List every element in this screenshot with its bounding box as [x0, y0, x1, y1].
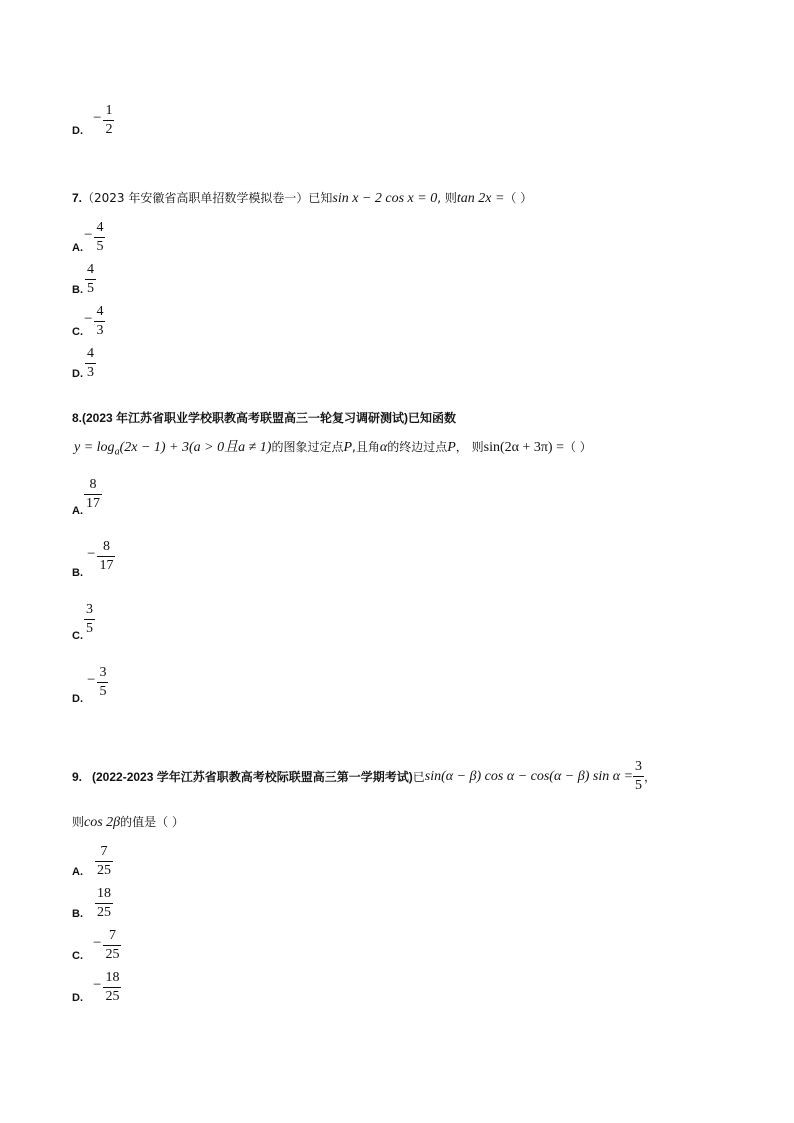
- option-fraction: [97, 666, 108, 699]
- option-fraction: [97, 540, 115, 573]
- minus-sign: −: [87, 546, 96, 562]
- minus-sign: −: [93, 977, 102, 993]
- denominator: 17: [86, 496, 100, 511]
- stem-text: 已: [412, 770, 425, 784]
- question-9-stem-line2: [72, 813, 184, 831]
- numerator: 7: [108, 928, 116, 943]
- q7-option-d[interactable]: [72, 347, 96, 380]
- ask-formula: cos 2β: [84, 815, 121, 830]
- numerator: 4: [87, 346, 94, 361]
- denominator: 5: [96, 239, 104, 254]
- rhs-fraction: [633, 760, 644, 793]
- stem-text: 已知: [308, 191, 333, 205]
- numerator: 8: [89, 477, 97, 492]
- denominator: 17: [99, 558, 114, 573]
- answer-paren: （ ）: [563, 440, 592, 454]
- question-source: (2023 年江苏省职业学校职教高考联盟高三一轮复习调研测试): [82, 411, 409, 425]
- condition-formula: sin x − 2 cos x = 0: [332, 191, 438, 206]
- q9-option-a[interactable]: [72, 845, 113, 878]
- denominator: 25: [97, 863, 111, 878]
- option-fraction: [94, 221, 105, 254]
- denominator: 5: [87, 281, 94, 296]
- question-9-stem: [72, 760, 656, 793]
- stem-text: 已知函数: [408, 411, 457, 425]
- option-fraction: [84, 603, 95, 636]
- q7-option-a[interactable]: [72, 221, 105, 254]
- question-8-stem-line2: [74, 436, 592, 457]
- option-label: D.: [72, 368, 83, 380]
- numerator: 7: [100, 844, 108, 859]
- denominator: 5: [99, 684, 107, 699]
- point-symbol: P: [343, 440, 353, 455]
- q9-option-b[interactable]: [72, 887, 113, 920]
- stem-text: ，: [644, 770, 657, 784]
- option-label: D.: [72, 992, 83, 1004]
- function-formula: y = log: [74, 440, 115, 455]
- option-label: A.: [72, 242, 83, 254]
- numerator: 4: [96, 220, 104, 235]
- option-fraction: [85, 263, 96, 296]
- option-fraction: [85, 347, 96, 380]
- denominator: 25: [97, 905, 111, 920]
- stem-text: ,且角: [352, 440, 380, 454]
- question-number: 7.: [72, 191, 83, 205]
- option-label: D.: [72, 693, 83, 705]
- question-source: (2022-2023 学年江苏省职教高考校际联盟高三第一学期考试): [92, 770, 413, 784]
- question-number: 8.: [72, 411, 83, 425]
- stem-text: ， 则: [455, 440, 484, 454]
- stem-text: 的值是（ ）: [120, 815, 184, 829]
- stem-text: 的图象过定点: [271, 440, 344, 454]
- question-source: （2023 年安徽省高职单招数学模拟卷一）: [82, 191, 309, 205]
- angle-symbol: α: [379, 440, 388, 455]
- option-fraction: [103, 929, 121, 962]
- numerator: 18: [105, 970, 120, 985]
- stem-text: , 则: [437, 191, 457, 205]
- numerator: 4: [87, 262, 94, 277]
- ask-formula: sin(2α + 3π) =: [483, 440, 564, 455]
- numerator: 8: [102, 539, 110, 554]
- option-fraction: [103, 971, 121, 1004]
- answer-paren: （ ）: [504, 191, 533, 205]
- minus-sign: −: [93, 110, 102, 126]
- q6-option-d[interactable]: [72, 104, 114, 137]
- option-label: B.: [72, 284, 83, 296]
- q7-option-b[interactable]: [72, 263, 96, 296]
- option-label: B.: [72, 908, 83, 920]
- expression-formula: sin(α − β) cos α − cos(α − β) sin α =: [424, 768, 634, 784]
- ask-formula: tan 2x =: [456, 191, 505, 206]
- q8-option-b[interactable]: [72, 540, 115, 579]
- log-base: a: [114, 446, 120, 458]
- denominator: 25: [105, 947, 120, 962]
- numerator: 3: [86, 602, 93, 617]
- numerator: 1: [105, 103, 113, 118]
- denominator: 5: [86, 621, 93, 636]
- q8-option-a[interactable]: [72, 478, 102, 517]
- minus-sign: −: [87, 672, 96, 688]
- q8-option-d[interactable]: [72, 666, 108, 705]
- q7-option-c[interactable]: [72, 305, 105, 338]
- q9-option-d[interactable]: [72, 971, 121, 1004]
- numerator: 3: [99, 665, 107, 680]
- function-formula-rest: (2x − 1) + 3(a > 0且a ≠ 1): [119, 440, 272, 455]
- numerator: 3: [635, 759, 643, 774]
- option-fraction: [95, 845, 113, 878]
- denominator: 3: [87, 365, 94, 380]
- minus-sign: −: [84, 227, 93, 243]
- question-number: 9.: [72, 769, 83, 784]
- option-label: A.: [72, 505, 83, 517]
- option-label: A.: [72, 866, 83, 878]
- q8-option-c[interactable]: [72, 603, 95, 642]
- option-label: C.: [72, 950, 83, 962]
- option-fraction: [84, 478, 102, 511]
- option-label: C.: [72, 630, 83, 642]
- denominator: 2: [105, 122, 113, 137]
- question-8-stem: [72, 409, 456, 426]
- stem-text: 的终边过点: [387, 440, 448, 454]
- denominator: 5: [635, 778, 643, 793]
- option-fraction: [95, 887, 113, 920]
- option-label: D.: [72, 125, 83, 137]
- option-label: B.: [72, 567, 83, 579]
- numerator: 4: [96, 304, 104, 319]
- stem-text: 则: [72, 815, 85, 829]
- point-symbol: P: [447, 440, 456, 455]
- denominator: 25: [105, 989, 120, 1004]
- minus-sign: −: [93, 935, 102, 951]
- option-fraction: [103, 104, 114, 137]
- option-fraction: [94, 305, 105, 338]
- question-7-stem: [72, 189, 532, 207]
- numerator: 18: [97, 886, 111, 901]
- option-label: C.: [72, 326, 83, 338]
- q9-option-c[interactable]: [72, 929, 121, 962]
- minus-sign: −: [84, 311, 93, 327]
- denominator: 3: [96, 323, 104, 338]
